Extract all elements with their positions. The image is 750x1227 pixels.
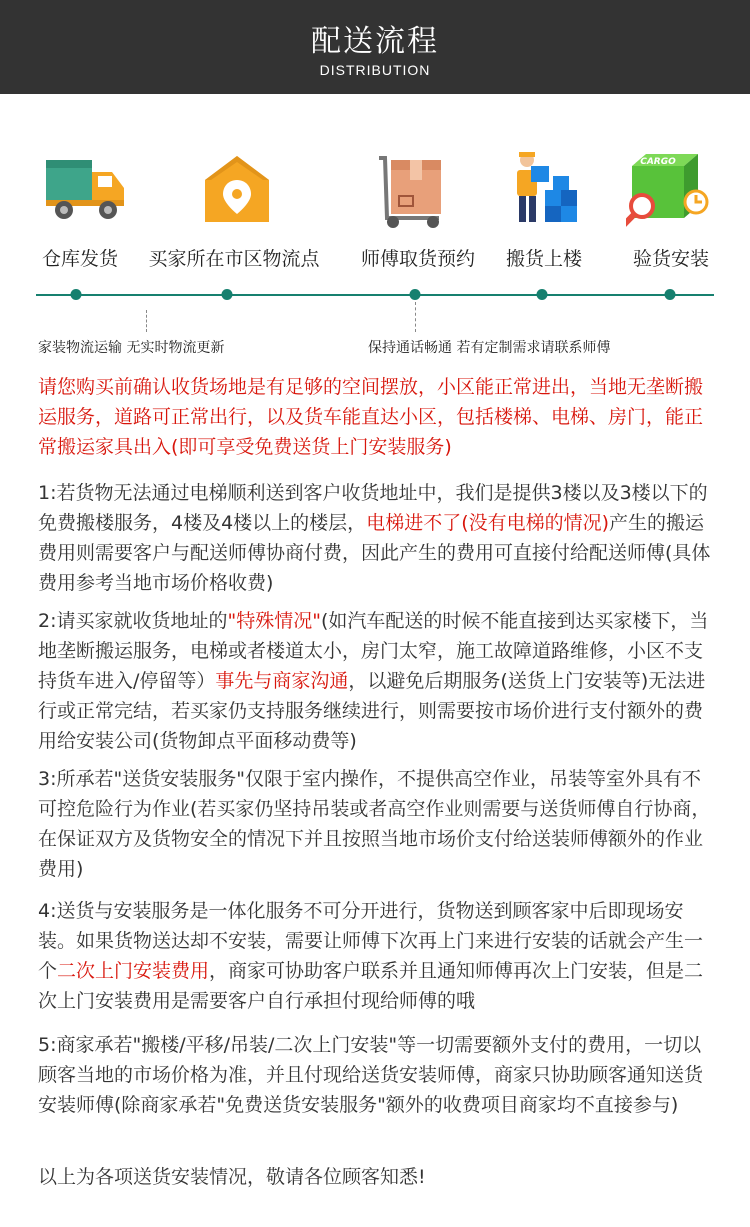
policy-item-1-text-cont: 产生的搬运费用则需要客户与配送师傅协商付费，因此产生的费用可直接付给配送师傅(具体费用参考当地市场价格收费) xyxy=(38,512,711,594)
policy-item-4-text: 4:送货与安装服务是一体化服务不可分开进行，货物送到顾客家中后即现场安装。如果货物送达却不安装，需要让师傅下次再上门来进行安装的话就会产生一个 xyxy=(38,900,704,982)
step-label-local-logistics: 买家所在市区物流点 xyxy=(148,248,320,270)
svg-text:CARGO: CARGO xyxy=(640,157,676,167)
intro-paragraph: 请您购买前确认收货场地是有足够的空间摆放，小区能正常进出，当地无垄断搬运服务，道路可正常出行，以及货车能直达小区，包括楼梯、电梯、房门，能正常搬运家具出入(即可享受免费送货上门安装服务) xyxy=(38,376,704,458)
timeline-dot xyxy=(410,289,421,300)
policy-item-4-highlight: 二次上门安装费用 xyxy=(57,960,210,982)
page-subtitle: DISTRIBUTION xyxy=(319,62,431,78)
policy-item-1 xyxy=(38,478,718,598)
timeline-dot xyxy=(71,289,82,300)
policy-item-1-highlight: 电梯进不了(没有电梯的情况) xyxy=(366,512,610,534)
policy-item-2-highlight-2: 事先与商家沟通 xyxy=(215,670,349,692)
timeline-line xyxy=(36,294,714,296)
timeline-divider xyxy=(415,302,416,332)
timeline-dot xyxy=(222,289,233,300)
policy-item-4 xyxy=(38,896,718,1016)
policy-item-2-text-cont: (如汽车配送的时候不能直接到达买家楼下，当地垄断搬运服务，电梯或者楼道太小，房门太窄，施工故障道路维修，小区不支持货车进入/停留等） xyxy=(38,610,709,692)
policy-item-4-text-cont: ，商家可协助客户联系并且通知师傅再次上门安装，但是二次上门安装费用是需要客户自行承担付现给师傅的哦 xyxy=(38,960,704,1012)
step-label-inspect-install: 验货安装 xyxy=(632,248,710,270)
timeline-dot xyxy=(665,289,676,300)
step-label-pickup-appointment: 师傅取货预约 xyxy=(360,248,476,270)
policy-item-2 xyxy=(38,606,718,756)
policy-item-3: 3:所承若"送货安装服务"仅限于室内操作，不提供高空作业，吊装等室外具有不可控危险行为作业(若买家仍坚持吊装或者高空作业则需要与送货师傅自行协商，在保证双方及货物安全的情况下并且按照当地市场价支付给送装师傅额外的作业费用) xyxy=(38,768,711,880)
step-label-warehouse-ship: 仓库发货 xyxy=(41,248,119,270)
timeline-divider xyxy=(146,310,147,332)
policy-item-2-highlight: "特殊情况" xyxy=(227,610,321,632)
location-pin-icon xyxy=(203,150,271,230)
truck-icon xyxy=(46,150,126,230)
page-title: 配送流程 xyxy=(311,24,439,59)
timeline-dot xyxy=(537,289,548,300)
worker-carrying-boxes-icon xyxy=(509,150,579,230)
policy-item-5: 5:商家承若"搬楼/平移/吊装/二次上门安装"等一切需要额外支付的费用，一切以顾客当地的市场价格为准，并且付现给送货安装师傅，商家只协助顾客通知送货安装师傅(除商家承若"免费送货安装服务"额外的收费项目商家均不直接参与) xyxy=(38,1034,704,1116)
page-header xyxy=(0,0,750,94)
policy-item-2-text-end: ，以避免后期服务(送货上门安装等)无法进行或正常完结，若买家仍支持服务继续进行，则需要按市场价进行支付额外的费用给安装公司(货物卸点平面移动费等) xyxy=(38,670,706,752)
policy-item-1-text: 1:若货物无法通过电梯顺利送到客户收货地址中，我们是提供3楼以及3楼以下的免费搬楼服务，4楼及4楼以上的楼层， xyxy=(38,482,708,534)
step-label-carry-upstairs: 搬货上楼 xyxy=(505,248,583,270)
note-contact-master: 保持通话畅通 若有定制需求请联系师傅 xyxy=(368,340,611,356)
policy-item-2-text: 2:请买家就收货地址的 xyxy=(38,610,228,632)
note-logistics: 家装物流运输 无实时物流更新 xyxy=(38,340,225,356)
hand-truck-icon xyxy=(373,150,449,230)
cargo-inspection-icon xyxy=(626,150,712,230)
closing-note: 以上为各项送货安装情况，敬请各位顾客知悉! xyxy=(38,1166,426,1188)
